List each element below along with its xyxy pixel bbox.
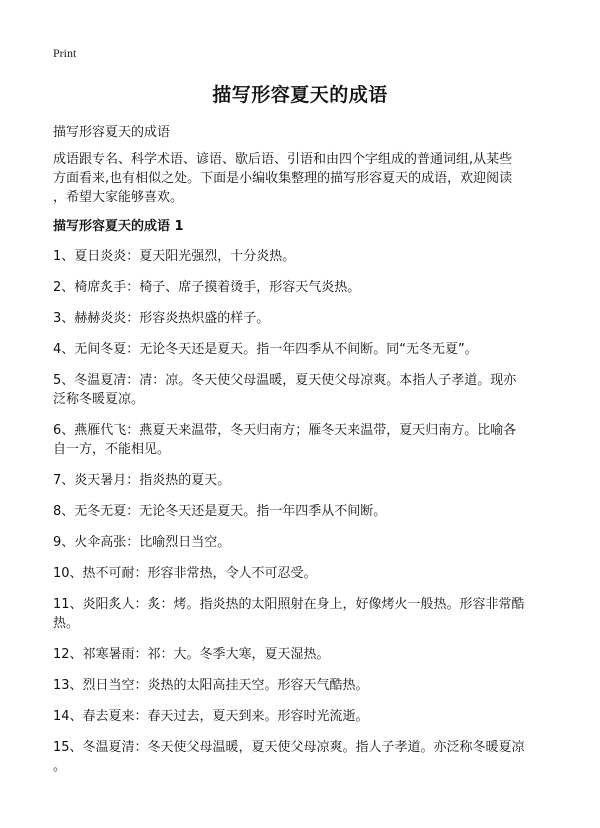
document-title: 描写形容夏天的成语 bbox=[212, 84, 388, 106]
intro-paragraph: 成语跟专名、科学术语、谚语、歇后语、引语和由四个字组成的普通词组,从某些 方面看来,也有相似之处。下面是小编收集整理的描写形容夏天的成语，欢迎阅读 ，希望大家能够喜欢。 bbox=[53, 152, 513, 205]
list-item: 4、无间冬夏：无论冬天还是夏天。指一年四季从不间断。同“无冬无夏”。 bbox=[53, 342, 478, 357]
list-item: 13、烈日当空：炎热的太阳高挂天空。形容天气酷热。 bbox=[53, 678, 369, 693]
list-item: 14、春去夏来：春天过去，夏天到来。形容时光流逝。 bbox=[53, 709, 369, 724]
list-item: 2、椅席炙手：椅子、席子摸着烫手，形容天气炎热。 bbox=[53, 280, 361, 295]
list-item: 10、热不可耐：形容非常热，令人不可忍受。 bbox=[53, 566, 317, 581]
list-item: 5、冬温夏凊：凊：凉。冬天使父母温暖，夏天使父母凉爽。本指人子孝道。现亦 泛称冬暖夏凉。 bbox=[53, 373, 517, 407]
list-item: 1、夏日炎炎：夏天阳光强烈，十分炎热。 bbox=[53, 249, 296, 264]
list-item: 15、冬温夏清：冬天使父母温暖，夏天使父母凉爽。指人子孝道。亦泛称冬暖夏凉 。 bbox=[53, 740, 525, 774]
list-item: 6、燕雁代飞：燕夏天来温带，冬天归南方；雁冬天来温带，夏天归南方。比喻各 自一方，不能相见。 bbox=[53, 423, 517, 457]
print-label: Print bbox=[53, 46, 77, 60]
document-subtitle: 描写形容夏天的成语 bbox=[53, 125, 171, 140]
list-item: 8、无冬无夏：无论冬天还是夏天。指一年四季从不间断。 bbox=[53, 504, 387, 519]
list-item: 7、炎天暑月：指炎热的夏天。 bbox=[53, 473, 231, 488]
idiom-list bbox=[53, 247, 553, 788]
list-item: 9、火伞高张：比喻烈日当空。 bbox=[53, 535, 231, 550]
list-item: 11、炎阳炙人：炙：烤。指炎热的太阳照射在身上，好像烤火一般热。形容非常酷 热。 bbox=[53, 597, 525, 631]
list-item: 3、赫赫炎炎：形容炎热炽盛的样子。 bbox=[53, 311, 270, 326]
section-heading: 描写形容夏天的成语 1 bbox=[53, 219, 184, 234]
list-item: 12、祁寒暑雨：祁：大。冬季大寒，夏天湿热。 bbox=[53, 647, 330, 662]
